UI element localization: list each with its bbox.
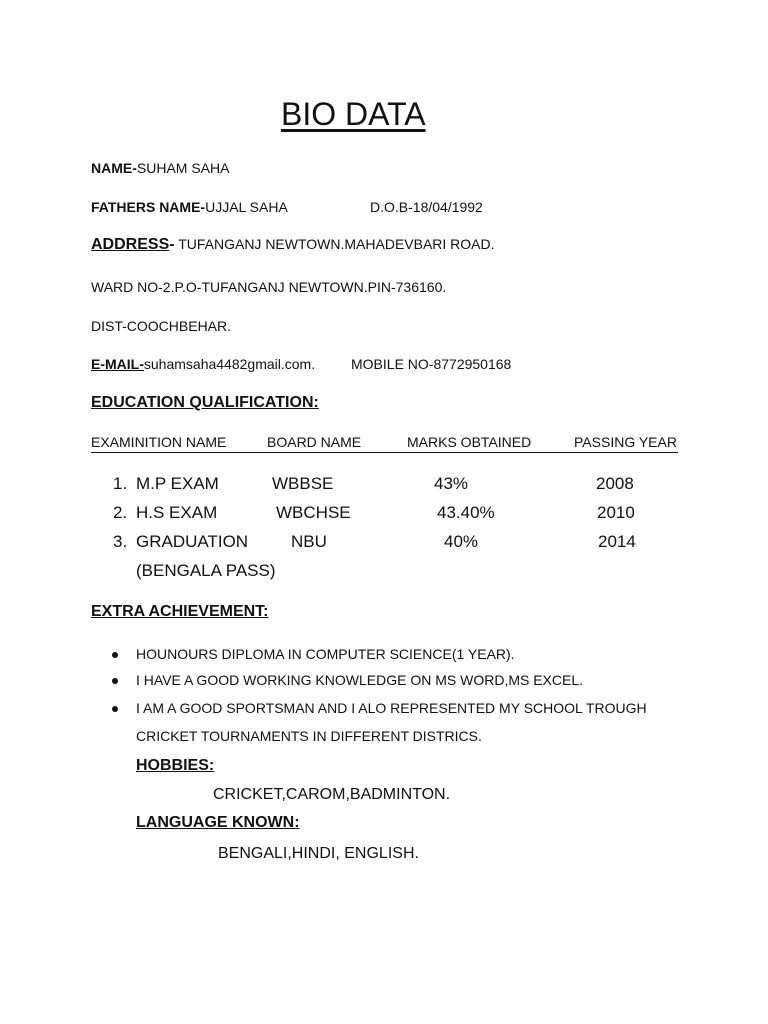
row-marks: 43% (434, 474, 469, 493)
header-year: PASSING YEAR (574, 434, 677, 450)
father-line (91, 199, 288, 215)
address-label: ADDRESS (91, 236, 170, 253)
bullet-icon (112, 678, 118, 684)
row-marks: 43.40% (437, 503, 495, 522)
bullet-icon (112, 706, 118, 712)
row-year: 2010 (597, 503, 635, 522)
list-item-continued: CRICKET TOURNAMENTS IN DIFFERENT DISTRICS. (136, 728, 482, 744)
row-board: WBCHSE (276, 503, 351, 522)
list-item: HOUNOURS DIPLOMA IN COMPUTER SCIENCE(1 YEAR). (136, 646, 515, 662)
header-board: BOARD NAME (267, 434, 362, 450)
father-value: UJJAL SAHA (205, 199, 288, 215)
row-board: NBU (291, 532, 327, 551)
header-marks: MARKS OBTAINED (407, 434, 532, 450)
mobile-value: MOBILE NO-8772950168 (351, 356, 512, 372)
row-number: 2. (113, 503, 128, 522)
name-value: SUHAM SAHA (136, 160, 230, 176)
address-line-1 (91, 236, 495, 254)
row-year: 2014 (598, 532, 636, 551)
table-row (110, 503, 670, 527)
row-number: 3. (113, 532, 128, 551)
table-row (110, 474, 670, 498)
list-item: I AM A GOOD SPORTSMAN AND I ALO REPRESENTED MY SCHOOL TROUGH (136, 700, 647, 716)
education-table-header (91, 434, 678, 453)
address-line-3: DIST-COOCHBEHAR. (91, 318, 232, 334)
name-label: NAME- (91, 160, 137, 176)
bullet-icon (112, 652, 118, 658)
row-year: 2008 (596, 474, 634, 493)
row-marks: 40% (444, 532, 479, 551)
row-exam: H.S EXAM (136, 503, 218, 522)
father-label: FATHERS NAME- (91, 199, 206, 215)
language-heading: LANGUAGE KNOWN: (136, 814, 300, 831)
email-line (91, 356, 315, 372)
row-exam-note: (BENGALA PASS) (136, 561, 276, 580)
address-value-1: TUFANGANJ NEWTOWN.MAHADEVBARI ROAD. (174, 236, 495, 252)
email-value: suhamsaha4482gmail.com. (143, 356, 316, 372)
header-exam: EXAMINITION NAME (91, 434, 227, 450)
address-sep: - (169, 236, 175, 253)
list-item: I HAVE A GOOD WORKING KNOWLEDGE ON MS WORD,MS EXCEL. (136, 672, 584, 688)
row-exam: M.P EXAM (136, 474, 219, 493)
row-board: WBBSE (272, 474, 334, 493)
name-line (91, 160, 229, 176)
table-row (110, 532, 670, 556)
hobbies-value: CRICKET,CAROM,BADMINTON. (213, 786, 451, 803)
email-label: E-MAIL- (91, 356, 144, 372)
dob-value: D.O.B-18/04/1992 (370, 199, 483, 215)
address-line-2: WARD NO-2.P.O-TUFANGANJ NEWTOWN.PIN-736160. (91, 279, 447, 295)
row-exam: GRADUATION (136, 532, 249, 551)
hobbies-heading: HOBBIES: (136, 757, 215, 774)
page-title: BIO DATA (281, 96, 426, 132)
extra-achievement-heading: EXTRA ACHIEVEMENT: (91, 603, 269, 620)
education-heading: EDUCATION QUALIFICATION: (91, 394, 319, 411)
language-value: BENGALI,HINDI, ENGLISH. (218, 845, 419, 862)
row-number: 1. (113, 474, 128, 493)
